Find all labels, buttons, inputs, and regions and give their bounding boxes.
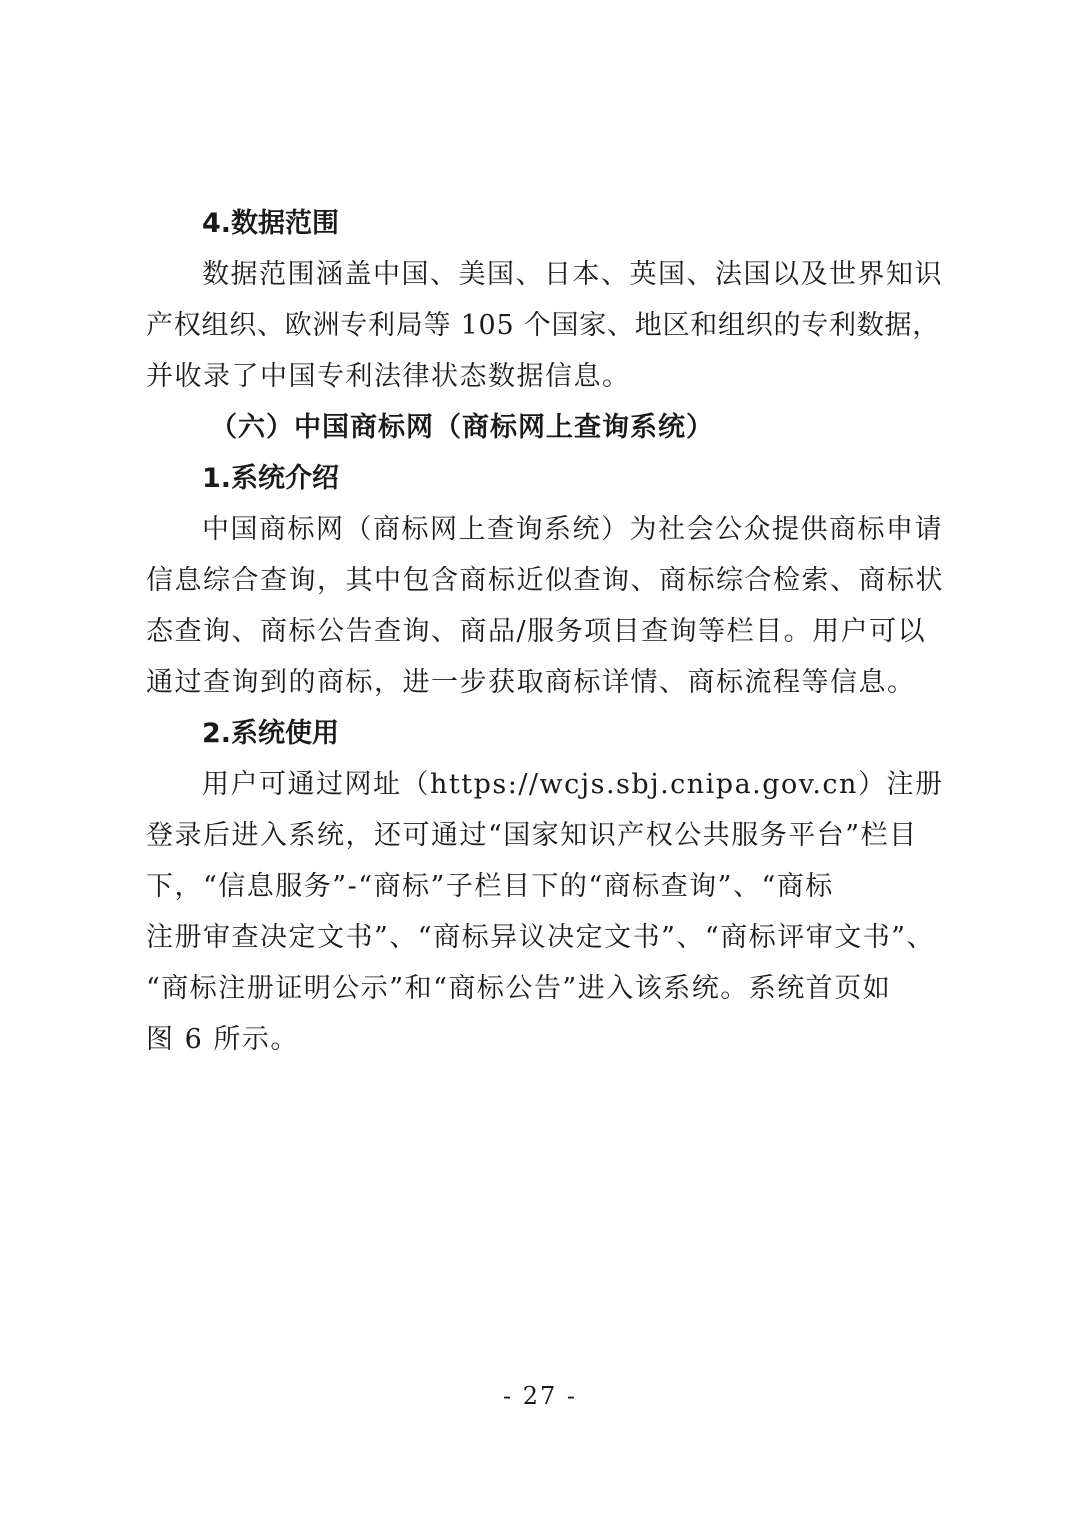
paragraph-line: 态查询、商标公告查询、商品/服务项目查询等栏目。用户可以 <box>146 616 927 647</box>
paragraph-line: 数据范围涵盖中国、美国、日本、英国、法国以及世界知识 <box>202 259 943 290</box>
paragraph-system-intro <box>146 504 944 708</box>
paragraph-line: 产权组织、欧洲专利局等 105 个国家、地区和组织的专利数据， <box>146 310 940 341</box>
subsection-heading-system-intro: 1.系统介绍 <box>202 463 340 494</box>
paragraph-data-scope <box>146 249 944 402</box>
subsection-heading-system-usage: 2.系统使用 <box>202 718 340 749</box>
paragraph-line: 中国商标网（商标网上查询系统）为社会公众提供商标申请 <box>202 514 943 545</box>
paragraph-line: 注册审查决定文书”、“商标异议决定文书”、“商标评审文书”、 <box>146 922 936 953</box>
page-number: - 27 - <box>502 1382 577 1410</box>
paragraph-line: 通过查询到的商标，进一步获取商标详情、商标流程等信息。 <box>146 667 916 698</box>
paragraph-line: 用户可通过网址（https://wcjs.sbj.cnipa.gov.cn）注册 <box>202 769 944 800</box>
paragraph-line: 图 6 所示。 <box>146 1024 299 1055</box>
paragraph-line: “商标注册证明公示”和“商标公告”进入该系统。系统首页如 <box>146 973 892 1004</box>
paragraph-line: 并收录了中国专利法律状态数据信息。 <box>146 361 631 392</box>
section-heading-trademark-site: （六）中国商标网（商标网上查询系统） <box>210 412 714 443</box>
section-heading-data-scope: 4.数据范围 <box>202 208 340 239</box>
paragraph-system-usage <box>146 759 944 1065</box>
paragraph-line: 登录后进入系统，还可通过“国家知识产权公共服务平台”栏目 <box>146 820 918 851</box>
page-content <box>146 198 944 1065</box>
paragraph-line: 信息综合查询，其中包含商标近似查询、商标综合检索、商标状 <box>146 565 944 596</box>
paragraph-line: 下，“信息服务”-“商标”子栏目下的“商标查询”、“商标 <box>146 871 834 902</box>
